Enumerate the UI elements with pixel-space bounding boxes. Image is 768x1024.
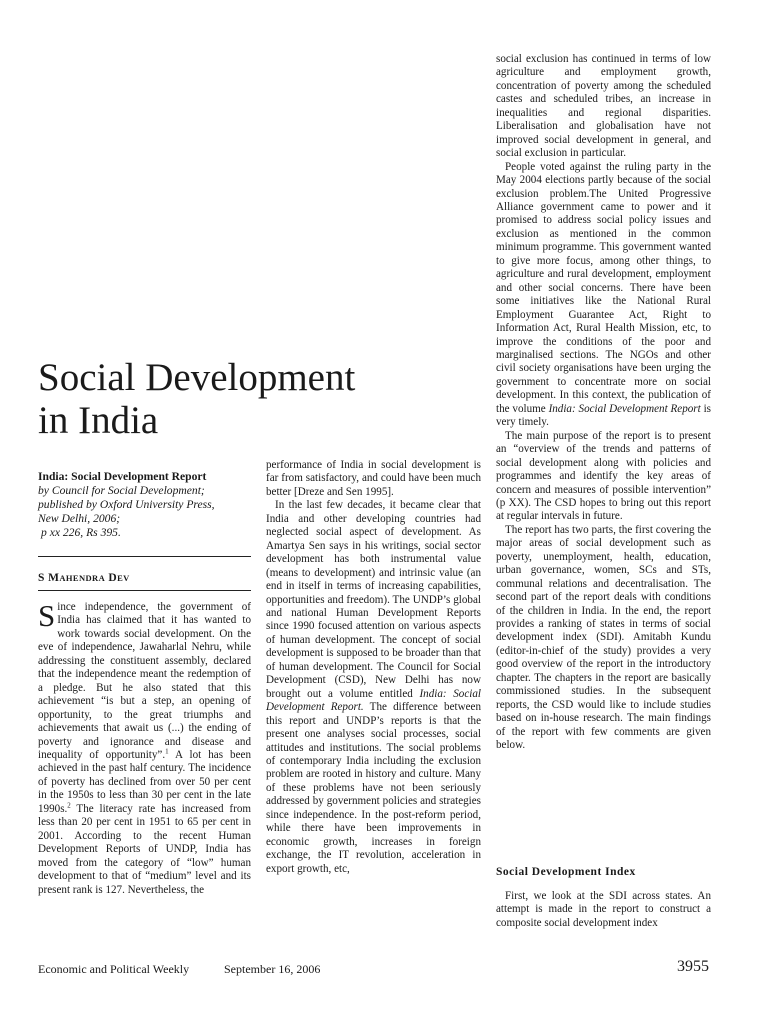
column-2 [266, 459, 481, 876]
column-1 [38, 598, 251, 897]
title-line-1: Social Development [38, 356, 356, 399]
paragraph [496, 161, 711, 430]
text: In the last few decades, it became clear that India and other developing countries had neglected social aspect of development. As Amartya Sen says in his writings, social sector development has both instrumental value (means to development) and intrinsic value (an end in itself in terms of increasing capabilities, opportunities and freedom). The UNDP’s global and national Human Development Reports since 1990 focused attention on various aspects of human development. The concept of social development is supposed to be broader than that of human development. The Council for Social Development (CSD), New Delhi has now brought out a volume entitled [266, 499, 481, 700]
divider-top [38, 556, 251, 557]
publisher-line-4: p xx 226, Rs 395. [41, 526, 121, 539]
article-title [38, 356, 378, 442]
author-smallcaps-2: EV [117, 573, 130, 583]
text: is very timely. [496, 402, 711, 429]
text: ince independence, the government of India has claimed that it has wanted to work towards social development. On the eve of independence, Jawaharlal Nehru, while addressing the constituent assembly, declared that the independence meant the redemption of a pledge. But he also stated that this achievement “is but a step, an opening of opportunity, to the great triumphs and achievements that await us (...) the ending of poverty and ignorance and disease and inequality of opportunity”. [38, 601, 251, 761]
divider-bottom [38, 590, 251, 591]
author-byline [38, 572, 130, 584]
publisher-line-2: published by Oxford University Press, [38, 498, 215, 511]
book-title-italic: India: Social Development Report [548, 402, 701, 415]
paragraph: The report has two parts, the first covering the major areas of social development such as poverty, unemployment, health, education, urban governance, women, SCs and STs, communal relations and decentralisation. The second part of the report deals with conditions of the children in India. In the end, the report provides a ranking of states in terms of social development index (SDI). Amitabh Kundu (editor-in-chief of the study) provides a very good overview of the report in the introductory chapter. The chapters in the report are basically commissioned studies. In the subsequent reports, the CSD would like to include studies based on in-house research. The main findings of the report with few comments are given below. [496, 523, 711, 752]
author-smallcaps: AHENDRA [59, 573, 106, 583]
paragraph: The main purpose of the report is to present an “overview of the trends and patterns of social development along with policies and programmes and identify the key areas of concern and measures of possible intervention” (p XX). The CSD hopes to bring out this report at regular intervals in future. [496, 429, 711, 523]
paragraph: performance of India in social development is far from satisfactory, and could have been much better [Dreze and Sen 1995]. [266, 459, 481, 498]
paragraph [266, 499, 481, 876]
column-3 [496, 53, 711, 753]
footer-journal: Economic and Political Weekly [38, 962, 190, 976]
footer-date: September 16, 2006 [224, 962, 321, 976]
paragraph: First, we look at the SDI across states. An attempt is made in the report to construct a composite social development index [496, 890, 711, 929]
author-initial: S M [38, 572, 60, 584]
page-number: 3955 [677, 958, 709, 975]
publisher-line-1: by Council for Social Development; [38, 484, 205, 497]
text: The literacy rate has increased from less than 20 per cent in 1951 to 65 per cent in 2001. According to the recent Human Development Reports of UNDP, India has moved from the category of “low” human development to that of “medium” level and its present rank is 127. Nevertheless, the [38, 802, 251, 896]
paragraph [38, 598, 251, 897]
text: A lot has been achieved in the past half century. The incidence of poverty has declined from over 50 per cent in the 1950s to less than 30 per cent in the late 1990s. [38, 748, 251, 815]
footnote-ref: 1 [165, 747, 169, 756]
column-3-continued [496, 890, 711, 930]
book-details [38, 470, 258, 540]
publisher-line-3: New Delhi, 2006; [38, 512, 121, 525]
drop-cap: S [38, 598, 56, 633]
book-title-italic: India: Social Development Report. [266, 687, 481, 714]
book-title: India: Social Development Report [38, 470, 207, 483]
title-line-2: in India [38, 399, 159, 442]
text: The difference between this report and UNDP’s reports is that the present one analyses social processes, social attitudes and institutions. The social problems of contemporary India including the exclusion problem are rooted in history and culture. Many of these problems have not been seriously addressed by government policies and strategies since independence. In the post-reform period, while there have been improvements in economic growth, increases in foreign exchange, the IT revolution, acceleration in export growth, etc, [266, 701, 481, 875]
paragraph: social exclusion has continued in terms of low agriculture and employment growth, concentration of poverty among the scheduled castes and scheduled tribes, an increase in inequalities and regional disparities. Liberalisation and globalisation have not improved social development in general, and social exclusion in particular. [496, 53, 711, 160]
author-last-initial: D [105, 572, 118, 584]
footnote-ref: 2 [67, 801, 71, 810]
section-heading: Social Development Index [496, 866, 636, 878]
text: People voted against the ruling party in the May 2004 elections partly because of the social exclusion problem.The United Progressive Alliance government came to power and it promised to address social policy issues and exclusion as mentioned in the common minimum programme. This government wanted to give more focus, among other things, to agriculture and rural development, employment and other social concerns. There have been some initiatives like the National Rural Employment Guarantee Act, Right to Information Act, Rural Health Mission, etc, to improve the conditions of the poor and marginalised sections. The NGOs and other civil society organisations have been urging the government to concentrate more on social development. In this context, the publication of the volume [496, 160, 711, 415]
